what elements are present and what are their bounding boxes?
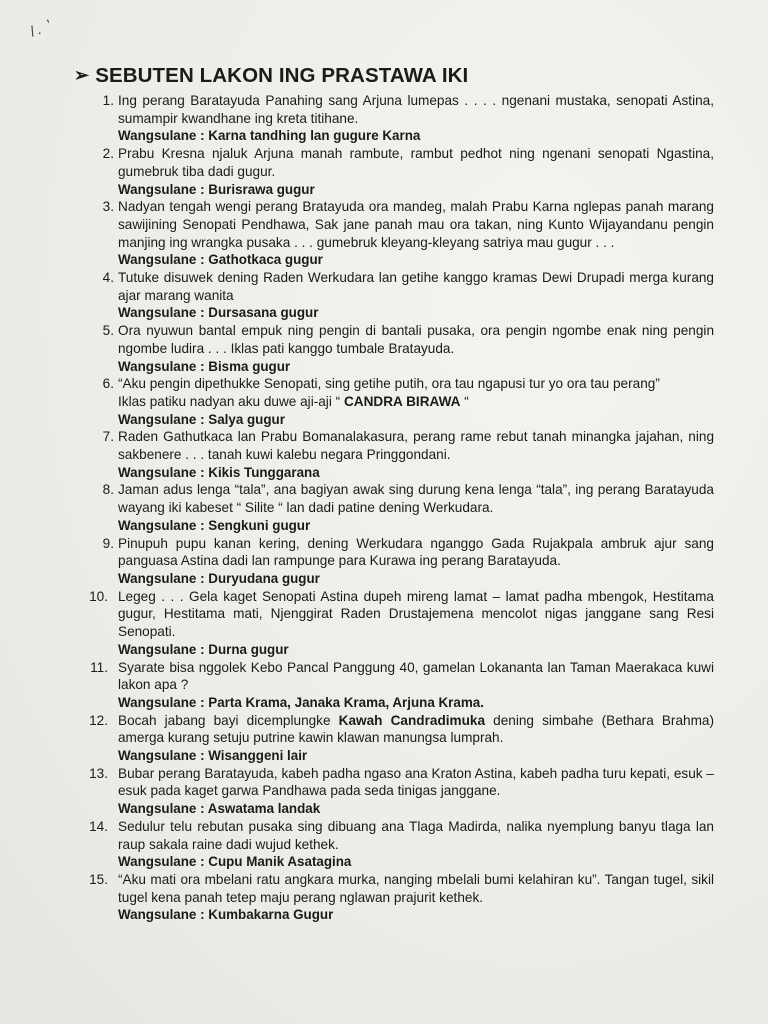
question-item-9 <box>84 535 714 588</box>
item-number: 9. <box>102 535 114 551</box>
question-item-4 <box>84 269 714 322</box>
answer-label: Wangsulane : <box>118 518 208 533</box>
question-text: Bubar perang Baratayuda, kabeh padha ngaso ana Kraton Astina, kabeh padha turu kepati, esuk – esuk pada kaget garwa Pandhawa pada seda tinigas janggane. <box>118 765 714 799</box>
answer-text: Salya gugur <box>208 411 285 427</box>
answer-text: Cupu Manik Asatagina <box>208 854 352 870</box>
answer-line <box>118 464 714 482</box>
question-text: “Aku mati ora mbelani ratu angkara murka, nanging mbelali bumi kelahiran ku”. Tangan tugel, sikil tugel kena panah tetep maju perang nglawan prajurit kethek. <box>118 871 714 905</box>
item-number: 14. <box>89 818 108 834</box>
answer-line <box>118 304 714 322</box>
question-item-6 <box>84 375 714 428</box>
question-text: Nadyan tengah wengi perang Bratayuda ora mandeg, malah Prabu Karna nglepas panah marang sawijining Senopati Pendhawa, Sak jane panah mau ora takan, ning Kunto Wijayandanu pengin manjing ing wrangka pusaka . . . gumebruk kleyang-kleyang satriya mau gugur . . . <box>118 199 714 250</box>
answer-text: Bisma gugur <box>208 358 291 374</box>
question-item-11 <box>84 659 714 712</box>
question-text: Ing perang Baratayuda Panahing sang Arjuna lumepas . . . . ngenani mustaka, senopati Astina, sumampir kwandhane ing kreta titihane. <box>118 93 714 126</box>
item-number: 1. <box>102 93 114 108</box>
question-text: Sedulur telu rebutan pusaka sing dibuang ana Tlaga Madirda, nalika nyemplung banyu tlaga lan raup sakala raine dadi wujud kethek. <box>118 818 714 852</box>
item-number: 12. <box>89 712 108 728</box>
question-text-emphasis: CANDRA BIRAWA <box>343 393 461 409</box>
question-text: Prabu Kresna njaluk Arjuna manah rambute, rambut pedhot ning ngenani senopati Ngastina, gumebruk tiba dadi gugur. <box>118 146 714 179</box>
item-number: 15. <box>89 871 108 887</box>
heading-text: SEBUTEN LAKON ING PRASTAWA IKI <box>95 64 469 87</box>
answer-line <box>118 570 714 588</box>
item-number: 2. <box>102 146 114 162</box>
question-item-1 <box>84 92 714 145</box>
answer-line <box>118 853 714 871</box>
answer-label: Wangsulane : <box>118 252 208 267</box>
item-number: 3. <box>102 199 114 215</box>
question-text: Jaman adus lenga “tala”, ana bagiyan awak sing durung kena lenga “tala”, ing perang Baratayuda wayang iki kabeset “ Silite “ lan dadi patine dening Werkudara. <box>118 482 714 516</box>
answer-line <box>118 694 714 712</box>
answer-text: Durna gugur <box>208 641 289 657</box>
item-number: 5. <box>102 323 114 339</box>
question-item-5 <box>84 322 714 375</box>
answer-text: Kikis Tunggarana <box>208 464 320 480</box>
item-number: 13. <box>89 765 108 781</box>
answer-label: Wangsulane : <box>118 182 208 197</box>
answer-line <box>118 800 714 818</box>
answer-text: Duryudana gugur <box>208 570 320 586</box>
question-list <box>84 92 714 924</box>
answer-label: Wangsulane : <box>118 907 208 922</box>
answer-label: Wangsulane : <box>118 854 208 869</box>
answer-line <box>118 517 714 535</box>
answer-line <box>118 411 714 429</box>
item-number: 10. <box>89 588 108 604</box>
question-text-line-2 <box>118 393 714 411</box>
question-text-part: Iklas patiku nadyan aku duwe aji-aji “ <box>118 393 344 409</box>
question-text: Pinupuh pupu kanan kering, dening Werkudara nganggo Gada Rujakpala ambruk ajur sang panguasa Astina dadi lan rampunge para Kurawa ing perang Baratayuda. <box>118 535 714 569</box>
answer-text: Gathotkaca gugur <box>208 252 323 268</box>
corner-pen-marks: /. ʼ <box>27 16 57 41</box>
item-number: 11. <box>90 659 108 675</box>
answer-label: Wangsulane : <box>118 801 208 816</box>
question-item-12 <box>84 712 714 765</box>
answer-text: Dursasana gugur <box>208 305 319 321</box>
question-text: Ora nyuwun bantal empuk ning pengin di bantali pusaka, ora pengin ngombe enak ning pengin ngombe ludira . . . Iklas pati kanggo tumbale Bratayuda. <box>118 323 714 356</box>
answer-line <box>118 127 714 145</box>
question-item-8 <box>84 481 714 534</box>
answer-text: Parta Krama, Janaka Krama, Arjuna Krama. <box>208 694 484 710</box>
question-item-15 <box>84 871 714 924</box>
question-item-14 <box>84 818 714 871</box>
item-number: 7. <box>102 429 114 445</box>
answer-label: Wangsulane : <box>118 305 208 320</box>
answer-line <box>118 641 714 659</box>
question-text: “Aku pengin dipethukke Senopati, sing getihe putih, ora tau ngapusi tur yo ora tau perang” <box>118 376 660 392</box>
question-text: Syarate bisa nggolek Kebo Pancal Panggung 40, gamelan Lokananta lan Taman Maerakaca kuwi lakon apa ? <box>118 659 714 693</box>
question-item-2 <box>84 145 714 198</box>
answer-label: Wangsulane : <box>118 359 208 374</box>
answer-text: Sengkuni gugur <box>208 517 311 533</box>
answer-text: Aswatama landak <box>207 801 321 817</box>
arrow-bullet-icon: ➢ <box>74 64 90 85</box>
answer-label: Wangsulane : <box>118 748 208 763</box>
question-item-3 <box>84 198 714 269</box>
question-text-part: Bocah jabang bayi dicemplungke <box>118 712 339 728</box>
answer-label: Wangsulane : <box>118 695 208 710</box>
answer-label: Wangsulane : <box>118 571 208 586</box>
page-heading <box>74 64 468 88</box>
answer-label: Wangsulane : <box>118 465 208 480</box>
question-item-10 <box>84 588 714 659</box>
answer-label: Wangsulane : <box>118 642 208 657</box>
item-number: 6. <box>102 376 114 392</box>
answer-line <box>118 181 714 199</box>
question-text: Tutuke disuwek dening Raden Werkudara lan getihe kanggo kramas Dewi Drupadi merga kurang ajar marang wanita <box>118 270 714 303</box>
answer-label: Wangsulane : <box>118 128 208 143</box>
question-text: Legeg . . . Gela kaget Senopati Astina dupeh mireng lamat – lamat padha mbengok, Hestitama gugur, Hestitama mati, Njenggirat Raden Drustajemena mencolot nigas janggane sang Resi Senopati. <box>118 588 714 640</box>
answer-line <box>118 747 714 765</box>
question-text <box>118 712 714 747</box>
answer-label: Wangsulane : <box>118 412 208 427</box>
answer-line <box>118 251 714 269</box>
question-text-part: dening simbahe (Bethara Brahma) amerga kurang setuju putrine kawin klawan manungsa lumprah. <box>118 712 714 746</box>
answer-text: Kumbakarna Gugur <box>208 907 334 923</box>
answer-text: Karna tandhing lan gugure Karna <box>208 128 421 144</box>
item-number: 4. <box>102 270 114 286</box>
question-item-13 <box>84 765 714 818</box>
item-number: 8. <box>102 482 114 498</box>
question-text: Raden Gathutkaca lan Prabu Bomanalakasura, perang rame rebut tanah minangka jajahan, ning sakbenere . . . tanah kuwi kalebu negara Pringgondani. <box>118 429 714 463</box>
question-text-part: “ <box>460 393 469 409</box>
question-text-emphasis: Kawah Candradimuka <box>338 712 486 728</box>
answer-text: Wisanggeni lair <box>208 748 308 764</box>
answer-line <box>118 906 714 924</box>
question-item-7 <box>84 428 714 481</box>
answer-line <box>118 358 714 376</box>
answer-text: Burisrawa gugur <box>208 181 315 197</box>
